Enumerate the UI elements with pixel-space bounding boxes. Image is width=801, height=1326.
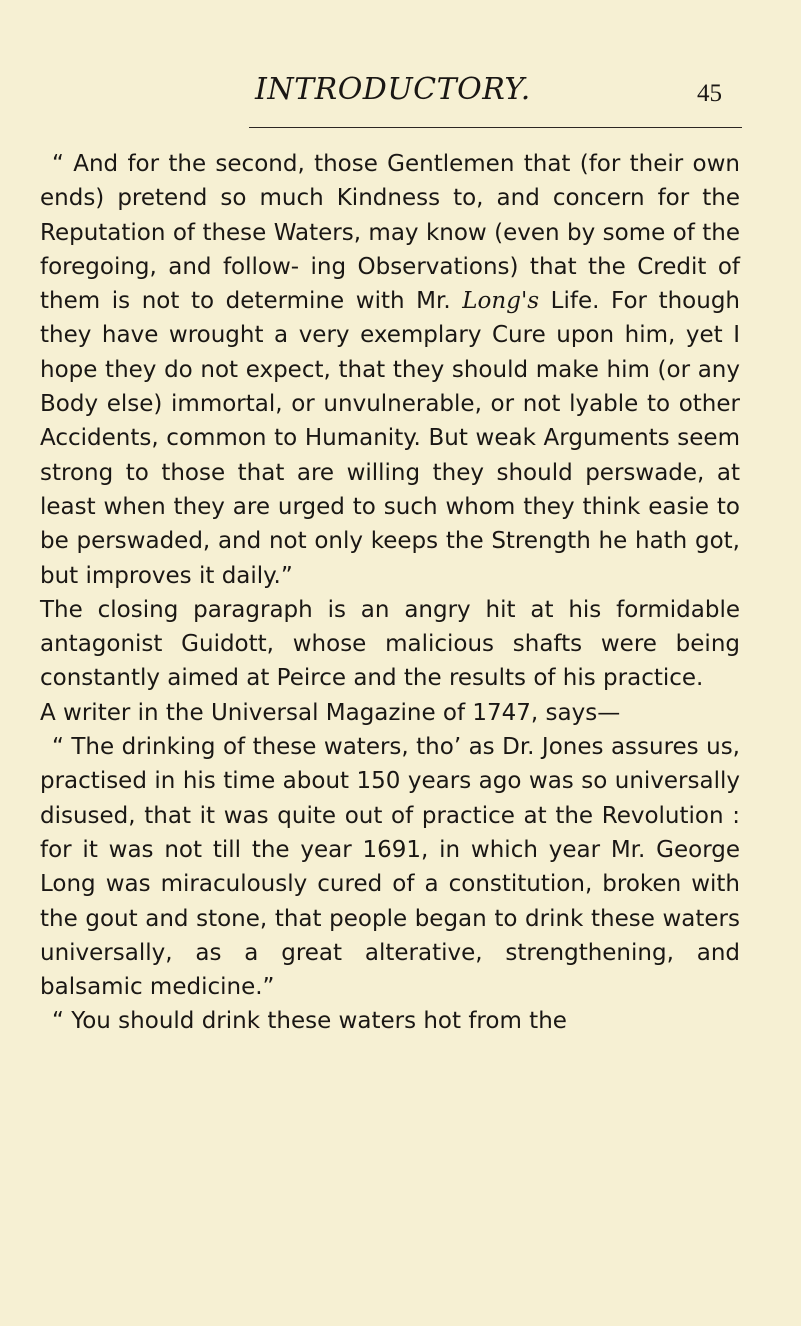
paragraph-quote-gentlemen bbox=[40, 147, 740, 593]
page-number: 45 bbox=[697, 80, 722, 107]
paragraph-text: “ And for the second, those Gentlemen that (for their own ends) pretend so much Kindness to, and concern for the Reputation of these Waters, may know (even by some of the foregoing, and follow- ing Observations) that the Credit of them is not to determine with Mr. bbox=[40, 151, 740, 315]
paragraph-quote-drinking: “ The drinking of these waters, tho’ as Dr. Jones assures us, practised in his time about 150 years ago was so universally disused, that it was quite out of practice at the Revolution : for it was not till the year 1691, in which year Mr. George Long was miraculously cured of a constitution, broken with the gout and stone, that people began to drink these waters universally, as a great alterative, strengthening, and balsamic medicine.” bbox=[40, 734, 740, 1001]
header-rule bbox=[249, 127, 742, 128]
emphasized-name: Long's bbox=[462, 288, 540, 315]
running-title: INTRODUCTORY. bbox=[255, 72, 531, 107]
paragraph-universal-magazine: A writer in the Universal Magazine of 1747, says— bbox=[40, 699, 621, 726]
body-text bbox=[40, 147, 740, 1039]
paragraph-text: Life. For though they have wrought a very exemplary Cure upon him, yet I hope they do not expect, that they should make him (or any Body else) immortal, or unvulnerable, or not lyable to other Accidents, common to Humanity. But weak Arguments seem strong to those that are willing they should perswade, at least when they are urged to such whom they think easie to be perswaded, and not only keeps the Strength he hath got, but improves it daily.” bbox=[40, 288, 740, 589]
paragraph-closing: The closing paragraph is an angry hit at his formidable antagonist Guidott, whose malicious shafts were being constantly aimed at Peirce and the results of his practice. bbox=[40, 596, 740, 692]
page-header bbox=[0, 72, 801, 122]
paragraph-quote-hot: “ You should drink these waters hot from the bbox=[52, 1008, 567, 1035]
